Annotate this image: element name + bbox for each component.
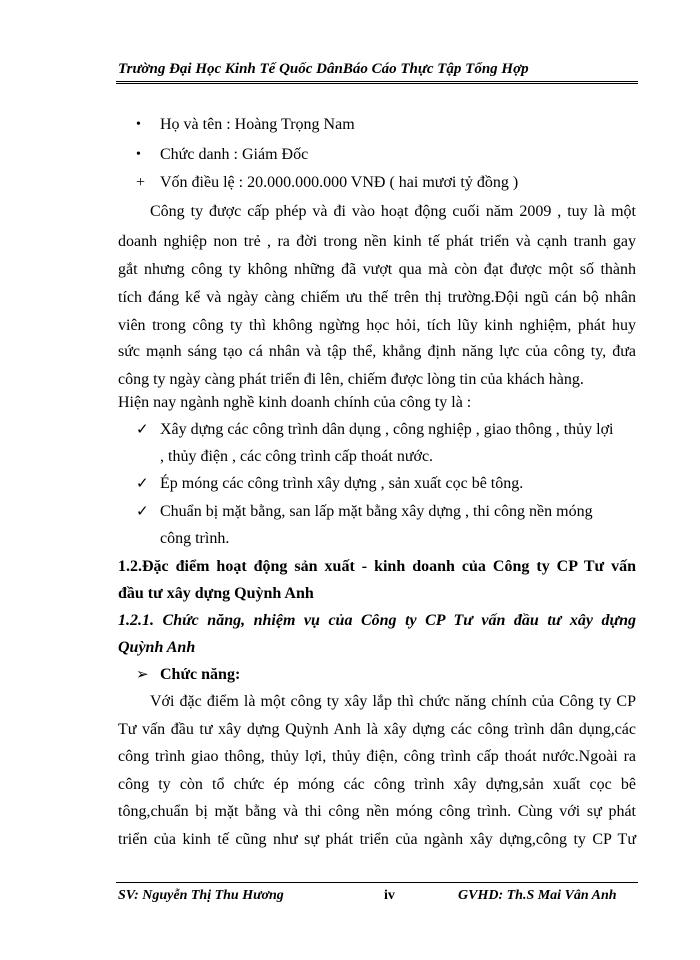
business-item-site-prep-cont: công trình. [160, 530, 230, 547]
function-line: Tư vấn đầu tư xây dựng Quỳnh Anh là xây dựng các công trình dân dụng,các [118, 721, 636, 738]
header-rule [116, 81, 638, 84]
business-item-construction: Xây dựng các công trình dân dụng , công nghiệp , giao thông , thủy lợi [160, 421, 614, 438]
checkmark-icon: ✓ [136, 476, 149, 492]
plus-icon: + [136, 174, 146, 191]
section-heading-1-2-1-cont: Quỳnh Anh [118, 639, 196, 656]
info-charter-capital: Vốn điều lệ : 20.000.000.000 VNĐ ( hai mươi tỷ đồng ) [160, 174, 519, 191]
business-item-site-prep: Chuẩn bị mặt bằng, san lấp mặt bằng xây dựng , thi công nền móng [160, 503, 593, 520]
bullet-icon: • [136, 147, 141, 162]
intro-line: công ty ngày càng phát triển đi lên, chiếm được lòng tin của khách hàng. [118, 371, 584, 388]
business-item-construction-cont: , thủy điện , các công trình cấp thoát nước. [160, 448, 434, 465]
section-heading-1-2: 1.2.Đặc điểm hoạt động sản xuất - kinh doanh của Công ty CP Tư vấn [118, 558, 636, 575]
info-director-title: Chức danh : Giám Đốc [160, 146, 309, 163]
footer-student: SV: Nguyễn Thị Thu Hương [118, 888, 284, 903]
function-line: công trình giao thông, thủy lợi, thủy điện, công trình cấp thoát nước.Ngoài ra [118, 748, 636, 765]
intro-line: tích đáng kể và ngày càng chiếm ưu thế trên thị trường.Đội ngũ cán bộ nhân [118, 289, 636, 306]
intro-line: doanh nghiệp non trẻ , ra đời trong nền kinh tế phát triển và cạnh tranh gay [118, 233, 636, 250]
intro-line: viên trong công ty thì không ngừng học hỏi, tích lũy kinh nghiệm, phát huy [118, 317, 636, 334]
intro-line: sức mạnh sáng tạo cá nhân và tập thể, khẳng định năng lực của công ty, đưa [118, 343, 636, 360]
function-line: công ty còn tổ chức ép móng các công trình xây dựng,sản xuất cọc bê [118, 776, 636, 793]
function-line: triển của kinh tế cũng như sự phát triển của ngành xây dựng,công ty CP Tư [118, 831, 636, 848]
business-item-piling: Ép móng các công trình xây dựng , sản xuất cọc bê tông. [160, 475, 524, 492]
footer-rule [116, 882, 638, 883]
bullet-icon: • [136, 117, 141, 132]
business-intro: Hiện nay ngành nghề kinh doanh chính của công ty là : [118, 394, 472, 411]
footer-advisor: GVHD: Th.S Mai Vân Anh [458, 888, 617, 903]
intro-line: Công ty được cấp phép và đi vào hoạt động cuối năm 2009 , tuy là một [150, 203, 636, 220]
arrow-icon: ➢ [136, 667, 149, 683]
info-director-name: Họ và tên : Hoàng Trọng Nam [160, 116, 355, 133]
intro-line: gắt nhưng công ty không những đã vượt qua mà còn đạt được một số thành [118, 261, 636, 278]
section-heading-1-2-1: 1.2.1. Chức năng, nhiệm vụ của Công ty CP Tư vấn đầu tư xây dựng [118, 612, 636, 629]
section-heading-1-2-cont: đầu tư xây dựng Quỳnh Anh [118, 585, 314, 602]
page-header: Trường Đại Học Kinh Tế Quốc DânBáo Cáo Thực Tập Tổng Hợp [118, 61, 529, 77]
function-line: Với đặc điểm là một công ty xây lắp thì chức năng chính của Công ty CP [150, 693, 636, 710]
checkmark-icon: ✓ [136, 504, 149, 520]
footer-page-number: iv [384, 888, 395, 903]
function-heading: Chức năng: [160, 666, 241, 683]
function-line: tông,chuẩn bị mặt bằng và thi công nền móng công trình. Cùng với sự phát [118, 803, 636, 820]
checkmark-icon: ✓ [136, 422, 149, 438]
